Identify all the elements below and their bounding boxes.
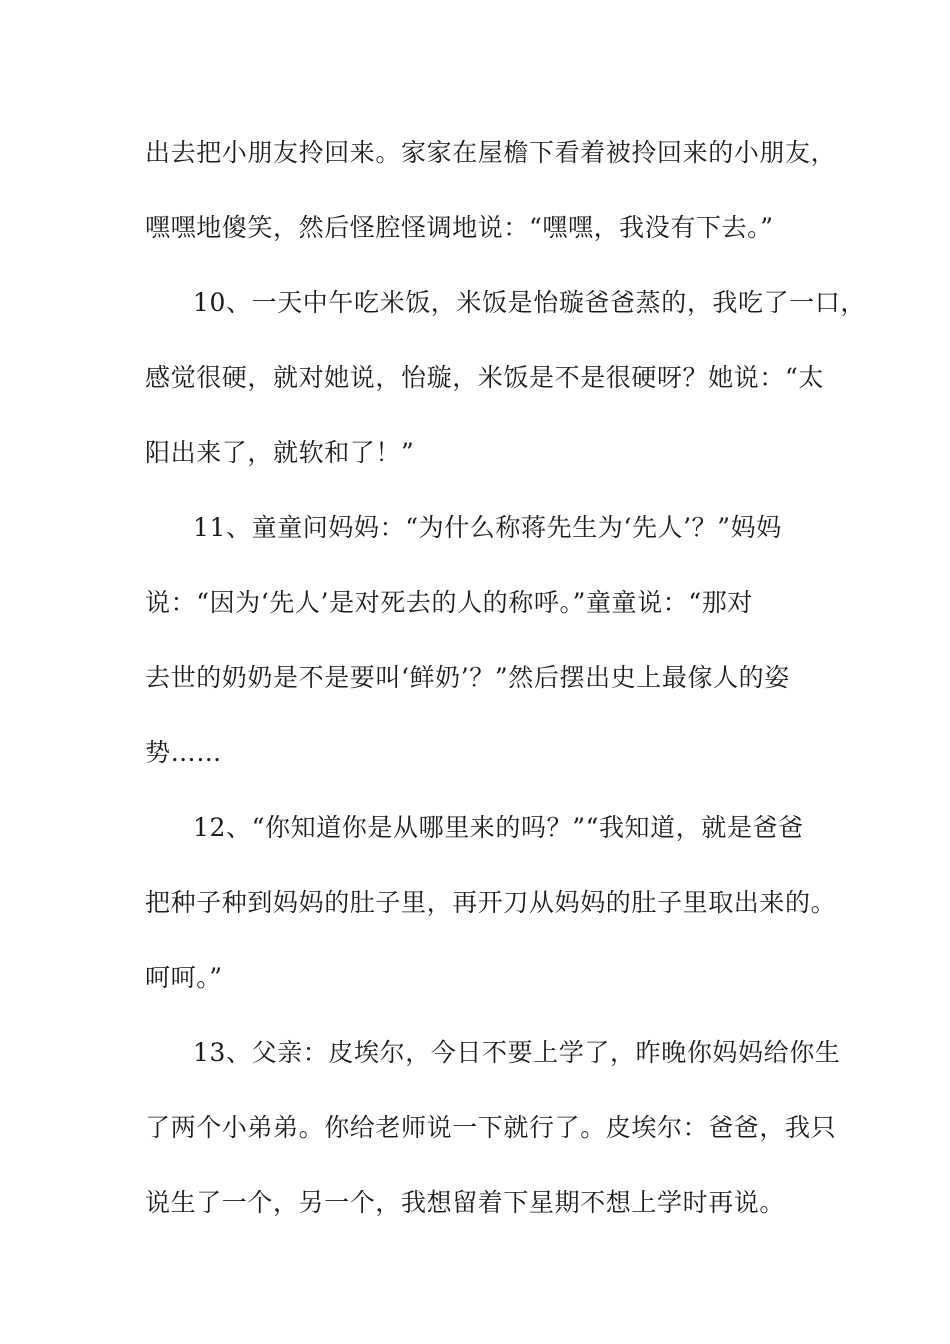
text-line: 势…… — [145, 738, 222, 767]
text-line: 嘿嘿地傻笑，然后怪腔怪调地说：“嘿嘿，我没有下去。” — [145, 213, 774, 242]
paragraph-13-start: 13、父亲：皮埃尔，今日不要上学了，昨晚你妈妈给你生 — [193, 1038, 841, 1067]
text-line: 去世的奶奶是不是要叫‘鲜奶’？”然后摆出史上最傢人的姿 — [145, 663, 790, 692]
text-line: 出去把小朋友拎回来。家家在屋檐下看着被拎回来的小朋友， — [145, 138, 837, 167]
text-line: 呵呵。” — [145, 963, 223, 992]
text-line: 说生了一个，另一个，我想留着下星期不想上学时再说。 — [145, 1188, 786, 1217]
paragraph-10-start: 10、一天中午吃米饭，米饭是怡璇爸爸蒸的，我吃了一口， — [193, 288, 867, 317]
text-line: 把种子种到妈妈的肚子里，再开刀从妈妈的肚子里取出来的。 — [145, 888, 837, 917]
paragraph-12-start: 12、“你知道你是从哪里来的吗？”“我知道，就是爸爸 — [193, 813, 804, 842]
text-line: 说：“因为‘先人’是对死去的人的称呼。”童童说：“那对 — [145, 588, 753, 617]
paragraph-11-start: 11、童童问妈妈：“为什么称蒋先生为‘先人’？”妈妈 — [193, 513, 782, 542]
text-line: 感觉很硬，就对她说，怡璇，米饭是不是很硬呀？她说：“太 — [145, 363, 824, 392]
text-line: 了两个小弟弟。你给老师说一下就行了。皮埃尔：爸爸，我只 — [145, 1113, 837, 1142]
text-line: 阳出来了，就软和了！” — [145, 438, 415, 467]
